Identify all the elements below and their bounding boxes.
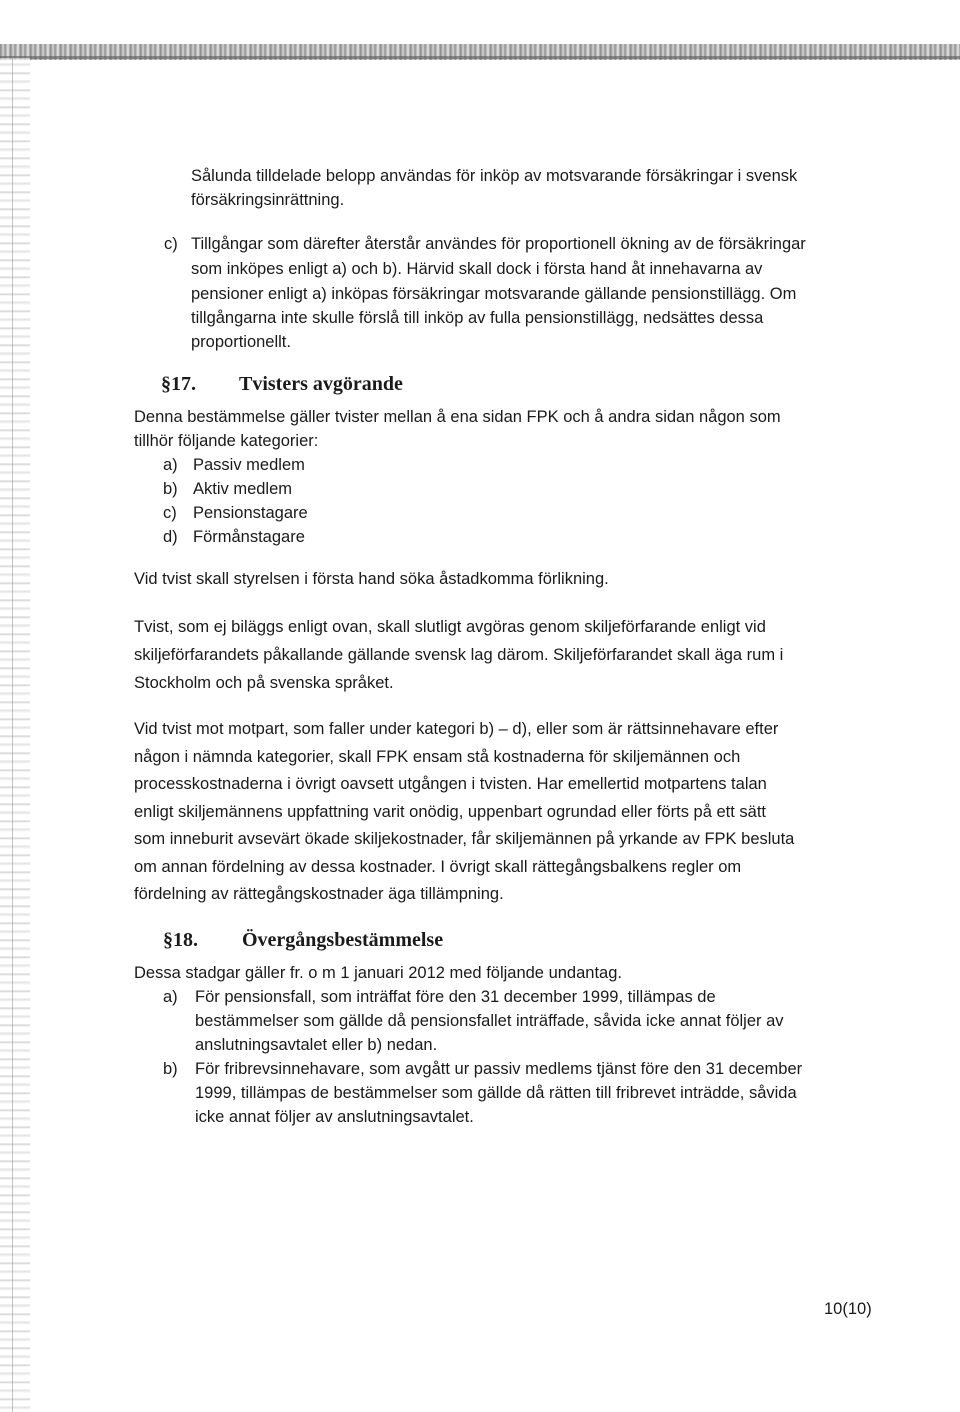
list-item bbox=[163, 525, 308, 549]
item-c-line-2: som inköpes enligt a) och b). Härvid skall dock i första hand åt innehavarna av bbox=[191, 260, 763, 278]
item-c-line-5: proportionellt. bbox=[191, 333, 291, 351]
transition-item-b-line-2: 1999, tillämpas de bestämmelser som gällde då rätten till fribrevet inträdde, såvida bbox=[195, 1084, 797, 1102]
section-18-heading bbox=[163, 927, 443, 953]
intro-line-1: Sålunda tilldelade belopp användas för inköp av motsvarande försäkringar i svensk bbox=[191, 167, 798, 185]
transition-item-b-line-1: För fribrevsinnehavare, som avgått ur passiv medlems tjänst före den 31 december bbox=[195, 1060, 803, 1078]
section-17-para-3-line-7: fördelning av rättegångskostnader äga tillämpning. bbox=[134, 885, 504, 903]
section-17-intro-line-2: tillhör följande kategorier: bbox=[134, 432, 319, 450]
transition-item-a-marker: a) bbox=[163, 988, 178, 1006]
transition-item-a-line-2: bestämmelser som gällde då pensionsfallet inträffade, såvida icke annat följer av bbox=[195, 1012, 784, 1030]
list-item bbox=[163, 501, 308, 525]
section-17-para-2-line-2: skiljeförfarandets påkallande gällande svensk lag därom. Skiljeförfarandet skall äga rum i bbox=[134, 646, 784, 664]
list-item bbox=[163, 477, 308, 501]
page-number: 10(10) bbox=[824, 1300, 872, 1318]
transition-item-b-marker: b) bbox=[163, 1060, 178, 1078]
section-18-number: §18. bbox=[163, 929, 198, 951]
scan-edge-left-line bbox=[12, 58, 13, 1412]
section-17-para-3-line-3: processkostnaderna i övrigt oavsett utgången i tvisten. Har emellertid motpartens talan bbox=[134, 775, 767, 793]
section-17-heading bbox=[161, 371, 403, 397]
category-list bbox=[163, 453, 308, 549]
category-c-label: Pensionstagare bbox=[193, 504, 308, 522]
section-17-para-3-line-5: som inneburit avsevärt ökade skiljekostnader, får skiljemännen på yrkande av FPK besluta bbox=[134, 830, 795, 848]
scan-edge-left bbox=[0, 58, 30, 1412]
scan-edge-top-line bbox=[0, 56, 960, 59]
category-b-marker: b) bbox=[163, 480, 178, 498]
section-17-para-1: Vid tvist skall styrelsen i första hand söka åstadkomma förlikning. bbox=[134, 570, 609, 588]
list-item bbox=[163, 453, 308, 477]
category-b-label: Aktiv medlem bbox=[193, 480, 293, 498]
section-18-title: Övergångsbestämmelse bbox=[242, 929, 444, 951]
transition-item-a-line-3: anslutningsavtalet eller b) nedan. bbox=[195, 1036, 438, 1054]
section-18-intro: Dessa stadgar gäller fr. o m 1 januari 2012 med följande undantag. bbox=[134, 964, 622, 982]
category-d-marker: d) bbox=[163, 528, 178, 546]
item-c-line-4: tillgångarna inte skulle förslå till inköp av fulla pensionstillägg, nedsättes dessa bbox=[191, 309, 764, 327]
section-17-para-3-line-6: om annan fördelning av dessa kostnader. I övrigt skall rättegångsbalkens regler om bbox=[134, 858, 742, 876]
transition-item-a-line-1: För pensionsfall, som inträffat före den 31 december 1999, tillämpas de bbox=[195, 988, 716, 1006]
section-17-para-2-line-3: Stockholm och på svenska språket. bbox=[134, 674, 394, 692]
section-17-para-2-line-1: Tvist, som ej biläggs enligt ovan, skall slutligt avgöras genom skiljeförfarande enligt vid bbox=[134, 618, 766, 636]
section-17-number: §17. bbox=[161, 373, 196, 395]
category-a-label: Passiv medlem bbox=[193, 456, 305, 474]
category-c-marker: c) bbox=[163, 504, 177, 522]
section-17-para-3-line-4: enligt skiljemännens uppfattning varit onödig, uppenbart ogrundad eller förts på ett sätt bbox=[134, 803, 766, 821]
category-a-marker: a) bbox=[163, 456, 178, 474]
section-17-title: Tvisters avgörande bbox=[239, 373, 403, 395]
section-17-intro-line-1: Denna bestämmelse gäller tvister mellan å ena sidan FPK och å andra sidan någon som bbox=[134, 408, 781, 426]
item-c-line-3: pensioner enligt a) inköpas försäkringar motsvarande gällande pensionstillägg. Om bbox=[191, 285, 797, 303]
section-17-para-3-line-2: någon i nämnda kategorier, skall FPK ensam stå kostnaderna för skiljemännen och bbox=[134, 748, 741, 766]
intro-line-2: försäkringsinrättning. bbox=[191, 191, 345, 209]
category-d-label: Förmånstagare bbox=[193, 528, 305, 546]
item-c-marker: c) bbox=[164, 235, 178, 253]
transition-item-b-line-3: icke annat följer av anslutningsavtalet. bbox=[195, 1108, 474, 1126]
item-c-line-1: Tillgångar som därefter återstår användes för proportionell ökning av de försäkringar bbox=[191, 235, 806, 253]
section-17-para-3-line-1: Vid tvist mot motpart, som faller under kategori b) – d), eller som är rättsinnehavare efter bbox=[134, 720, 779, 738]
